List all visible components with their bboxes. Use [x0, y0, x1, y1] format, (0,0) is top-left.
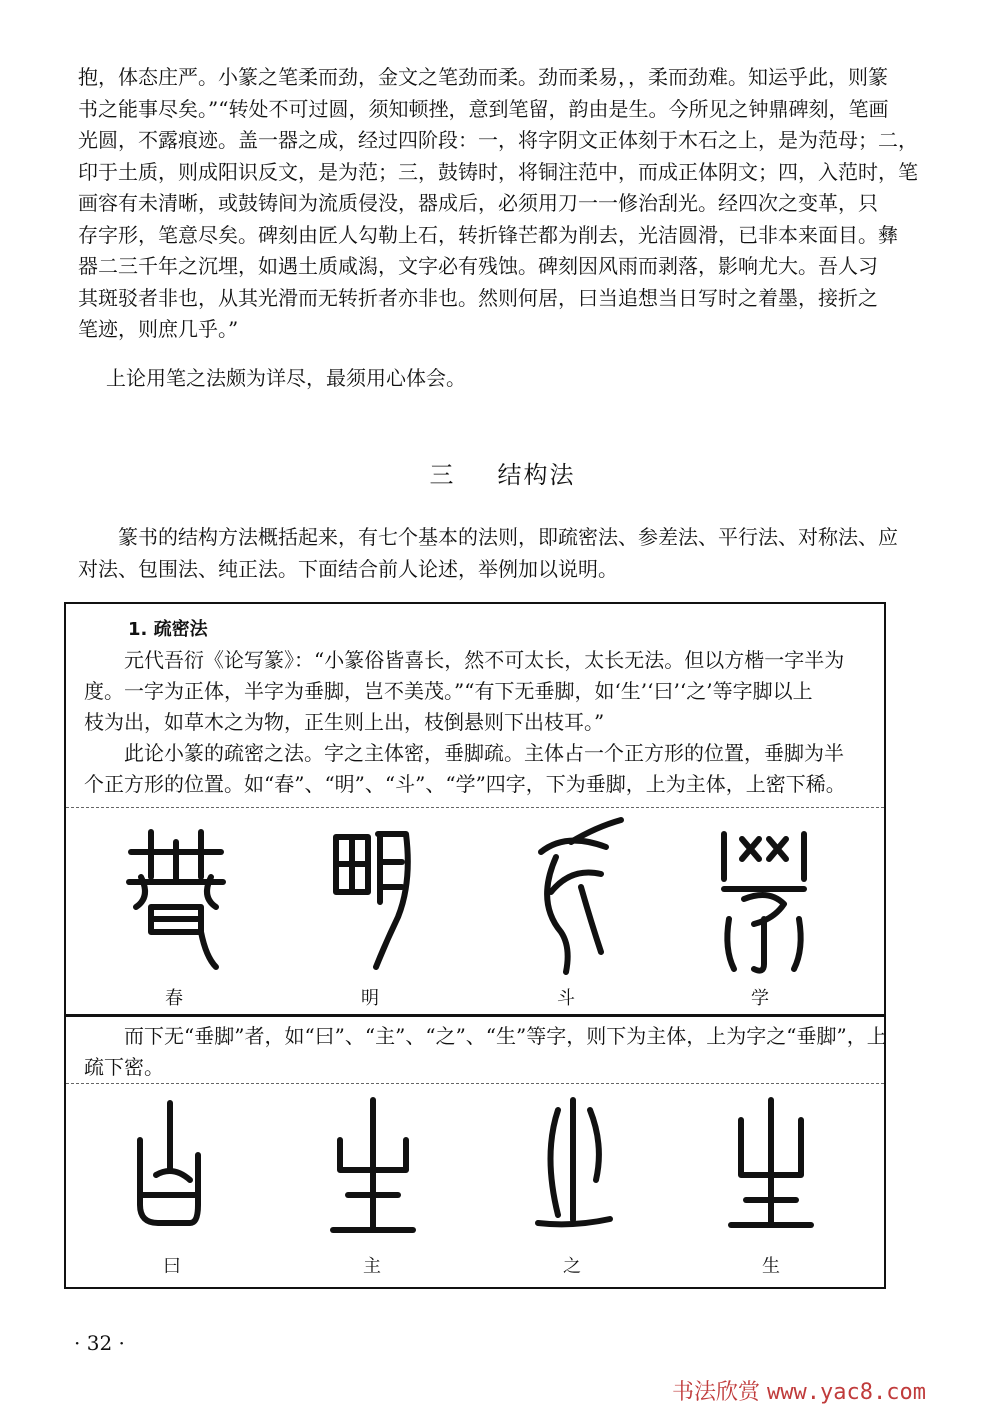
section-number: 三 [429, 461, 456, 489]
watermark [672, 1375, 926, 1406]
text-line: 光圆，不露痕迹。盖一器之成，经过四阶段：一，将字阴文正体刻于木石之上，是为范母；二， [78, 128, 918, 152]
caption-zhu: 主 [363, 1256, 381, 1277]
text-line: 印于土质，则成阳识反文，是为范；三，鼓铸时，将铜注范中，而成正体阴文；四，入范时，笔 [78, 159, 918, 184]
intro-paragraph [78, 62, 918, 346]
text-line: 抱，体态庄严。小篆之笔柔而劲，金文之笔劲而柔。劲而柔易，，柔而劲难。知运乎此，则篆 [78, 65, 888, 89]
subsection-title: 1. 疏密法 [128, 619, 208, 640]
caption-chun: 春 [165, 988, 183, 1009]
seal-glyph-ming [328, 822, 418, 977]
seal-glyph-zhi [528, 1095, 618, 1245]
page-number: · 32 · [74, 1331, 125, 1355]
seal-glyph-sheng [726, 1095, 816, 1245]
dashed-divider [66, 807, 884, 808]
caption-ming: 明 [361, 988, 379, 1009]
caption-xue: 学 [751, 988, 769, 1009]
section-heading [0, 455, 1005, 490]
caption-sheng: 生 [762, 1256, 780, 1277]
section-title: 结构法 [497, 461, 576, 489]
text-line: 对法、包围法、纯正法。下面结合前人论述，举例加以说明。 [78, 556, 618, 581]
seal-glyph-yue [128, 1095, 208, 1235]
text-line: 笔迹，则庶几乎。” [78, 317, 239, 341]
text-line: 器二三千年之沉埋，如遇土质咸潟，文字必有残蚀。碑刻因风雨而剥落，影响尤大。吾人习 [78, 254, 878, 278]
box-text [84, 1021, 887, 1083]
watermark-text: 书法欣赏 [672, 1380, 761, 1405]
seal-glyph-dou [526, 812, 626, 977]
caption-zhi: 之 [563, 1256, 581, 1277]
text-line: 枝为出，如草木之为物，正生则上出，枝倒悬则下出枝耳。” [84, 710, 605, 734]
text-line: 存字形，笔意尽矣。碑刻由匠人勾勒上石，转折锋芒都为削去，光洁圆滑，已非本来面目。彝 [78, 222, 898, 247]
box-text [84, 614, 864, 800]
text-line: 而下无“垂脚”者，如“曰”、“主”、“之”、“生”等字，则下为主体，上为字之“垂脚”，上 [84, 1024, 887, 1048]
text-line: 画容有未清晰，或鼓铸间为流质侵没，器成后，必须用刀一一修治刮光。经四次之变革，只 [78, 191, 878, 215]
summary-text: 上论用笔之法颇为详尽，最须用心体会。 [106, 366, 466, 390]
text-line: 其斑驳者非也，从其光滑而无转折者亦非也。然则何居，曰当追想当日写时之着墨，接折之 [78, 285, 878, 310]
text-line: 篆书的结构方法概括起来，有七个基本的法则，即疏密法、参差法、平行法、对称法、应 [78, 525, 898, 549]
structure-paragraph [78, 522, 898, 585]
text-line: 疏下密。 [84, 1055, 164, 1079]
dashed-divider [66, 1083, 884, 1084]
seal-glyph-chun [121, 822, 231, 977]
text-line: 度。一字为正体，半字为垂脚，岂不美茂。”“有下无垂脚，如‘生’‘曰’‘之’等字脚以上 [84, 679, 813, 703]
example-box-sparse-dense [64, 602, 886, 1016]
caption-yue: 曰 [163, 1256, 181, 1277]
example-box-no-foot [64, 1015, 886, 1289]
watermark-url: www.yac8.com [767, 1380, 926, 1405]
caption-dou: 斗 [557, 988, 575, 1009]
seal-glyph-xue [714, 819, 814, 979]
text-line: 个正方形的位置。如“春”、“明”、“斗”、“学”四字，下为垂脚，上为主体，上密下稀。 [84, 772, 846, 796]
seal-glyph-zhu [328, 1095, 418, 1245]
text-line: 元代吾衍《论写篆》：“小篆俗皆喜长，然不可太长，太长无法。但以方楷一字半为 [84, 648, 845, 672]
text-line: 书之能事尽矣。”“转处不可过圆，须知顿挫，意到笔留，韵由是生。今所见之钟鼎碑刻，笔画 [78, 96, 889, 121]
text-line: 此论小篆的疏密之法。字之主体密，垂脚疏。主体占一个正方形的位置，垂脚为半 [84, 741, 844, 765]
